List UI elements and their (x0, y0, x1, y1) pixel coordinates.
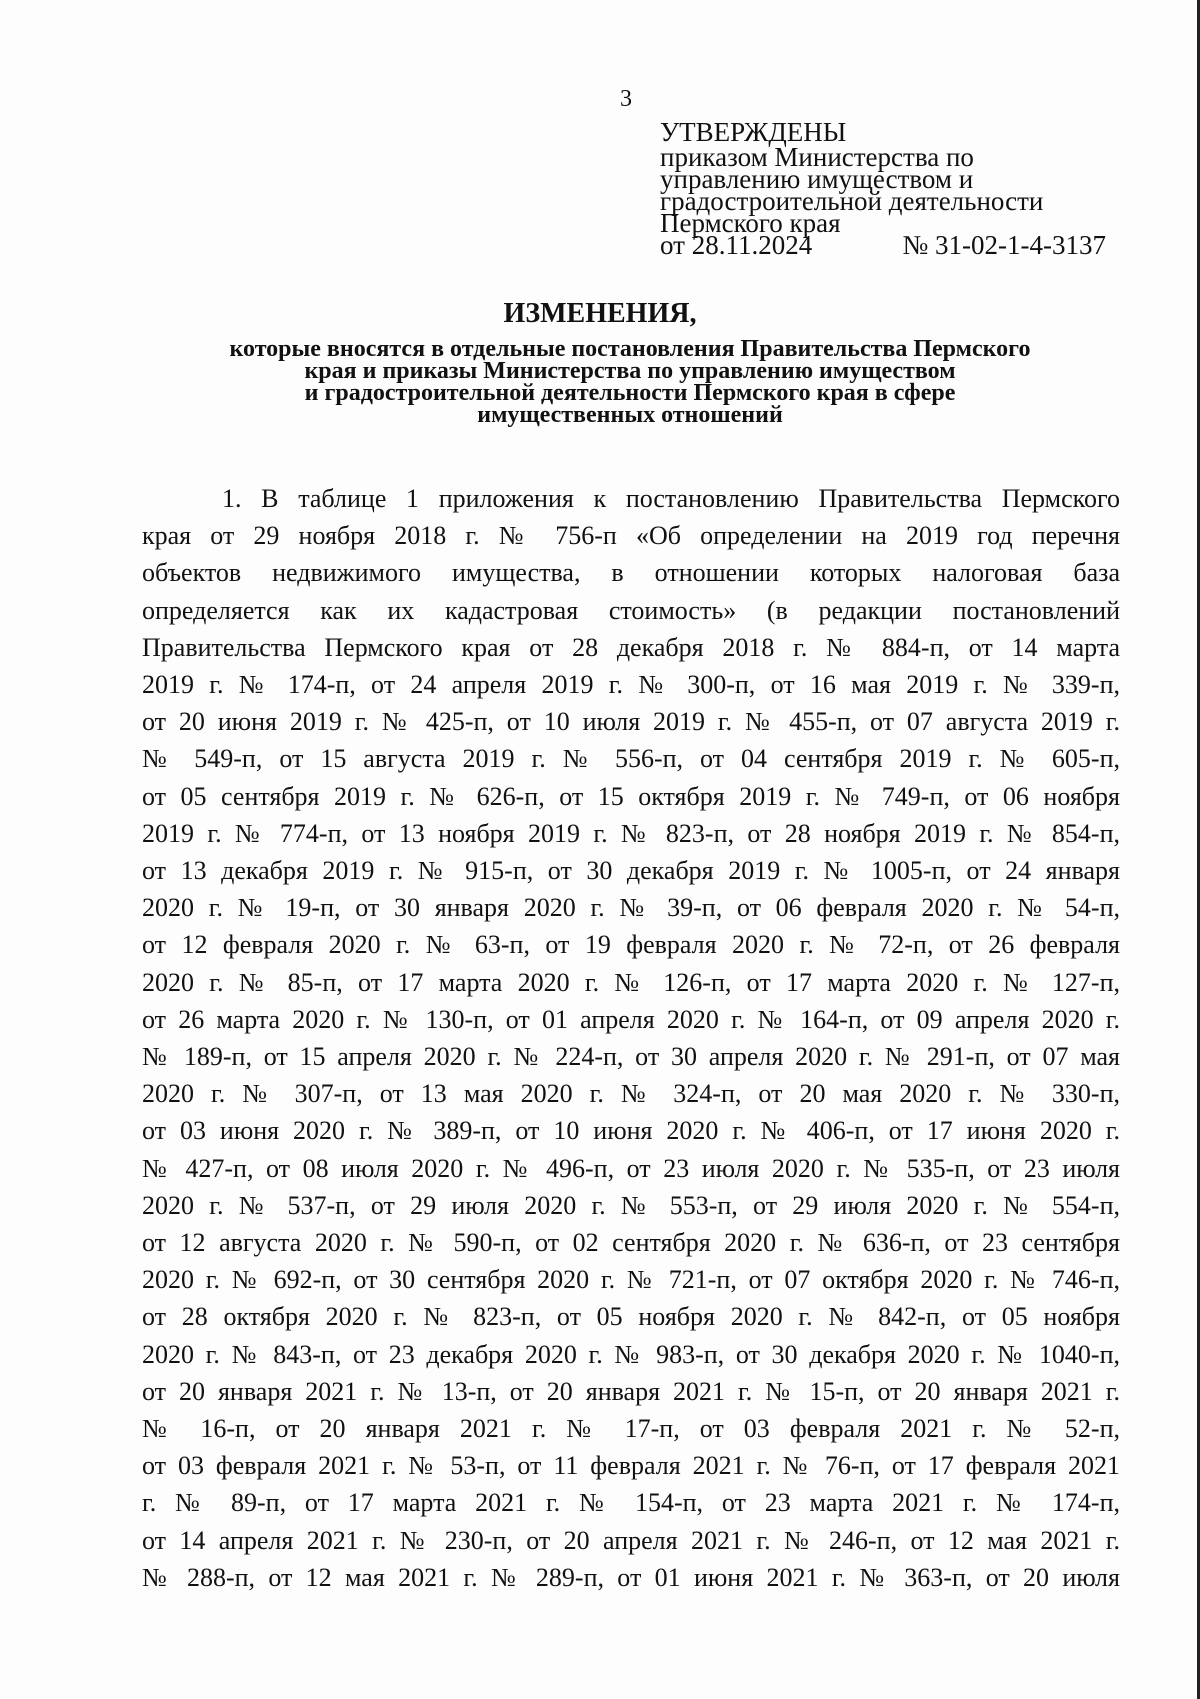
body-line: 2020 г. № 692-п, от 30 сентября 2020 г. № 721-п, от 07 октября 2020 г. № 746-п, (142, 1265, 1120, 1295)
subtitle-line: имущественных отношений (477, 402, 783, 428)
body-line: от 12 февраля 2020 г. № 63-п, от 19 февраля 2020 г. № 72-п, от 26 февраля (142, 930, 1120, 960)
body-line: от 03 февраля 2021 г. № 53-п, от 11 февраля 2021 г. № 76-п, от 17 февраля 2021 (142, 1451, 1120, 1481)
approval-line: градостроительной деятельности (660, 186, 1044, 216)
body-line: от 26 марта 2020 г. № 130-п, от 01 апреля 2020 г. № 164-п, от 09 апреля 2020 г. (142, 1004, 1120, 1034)
document-title: ИЗМЕНЕНИЯ, (503, 298, 697, 329)
body-line: № 549-п, от 15 августа 2019 г. № 556-п, от 04 сентября 2019 г. № 605-п, (142, 744, 1120, 774)
body-line: определяется как их кадастровая стоимость» (в редакции постановлений (142, 595, 1120, 625)
body-line: от 20 июня 2019 г. № 425-п, от 10 июля 2019 г. № 455-п, от 07 августа 2019 г. (142, 707, 1120, 737)
page-number: 3 (620, 86, 632, 112)
body-line: № 288-п, от 12 мая 2021 г. № 289-п, от 01 июня 2021 г. № 363-п, от 20 июля (142, 1562, 1120, 1592)
body-line: от 14 апреля 2021 г. № 230-п, от 20 апреля 2021 г. № 246-п, от 12 мая 2021 г. (142, 1525, 1120, 1555)
body-line: 2019 г. № 774-п, от 13 ноября 2019 г. № 823-п, от 28 ноября 2019 г. № 854-п, (142, 818, 1120, 848)
body-line: 2020 г. № 843-п, от 23 декабря 2020 г. № 983-п, от 30 декабря 2020 г. № 1040-п, (142, 1339, 1120, 1369)
body-line: г. № 89-п, от 17 марта 2021 г. № 154-п, от 23 марта 2021 г. № 174-п, (142, 1488, 1120, 1518)
approval-heading: УТВЕРЖДЕНЫ (660, 117, 847, 147)
body-text (142, 480, 1120, 1596)
approval-block (660, 117, 1120, 260)
subtitle-line: края и приказы Министерства по управлению имуществом (304, 358, 956, 384)
subtitle-line: и градостроительной деятельности Пермского края в сфере (304, 380, 956, 406)
approval-date-row (660, 230, 1106, 260)
body-line: 2020 г. № 307-п, от 13 мая 2020 г. № 324-п, от 20 мая 2020 г. № 330-п, (142, 1079, 1120, 1109)
body-line: края от 29 ноября 2018 г. № 756-п «Об определении на 2019 год перечня (142, 521, 1120, 551)
body-line: 2020 г. № 19-п, от 30 января 2020 г. № 39-п, от 06 февраля 2020 г. № 54-п, (142, 893, 1120, 923)
body-line: № 189-п, от 15 апреля 2020 г. № 224-п, от 30 апреля 2020 г. № 291-п, от 07 мая (142, 1042, 1120, 1072)
approval-line: Пермского края (660, 208, 841, 238)
body-line: 1. В таблице 1 приложения к постановлению Правительства Пермского (222, 484, 1120, 513)
body-line: от 20 января 2021 г. № 13-п, от 20 января 2021 г. № 15-п, от 20 января 2021 г. (142, 1376, 1120, 1406)
body-line: 2019 г. № 174-п, от 24 апреля 2019 г. № 300-п, от 16 мая 2019 г. № 339-п, (142, 670, 1120, 700)
body-line: от 13 декабря 2019 г. № 915-п, от 30 декабря 2019 г. № 1005-п, от 24 января (142, 856, 1120, 886)
approval-number: № 31-02-1-4-3137 (902, 230, 1106, 260)
body-line: № 427-п, от 08 июля 2020 г. № 496-п, от 23 июля 2020 г. № 535-п, от 23 июля (142, 1153, 1120, 1183)
approval-date: от 28.11.2024 (660, 230, 813, 260)
body-line: 2020 г. № 537-п, от 29 июля 2020 г. № 553-п, от 29 июля 2020 г. № 554-п, (142, 1190, 1120, 1220)
document-subtitle (150, 338, 1110, 426)
approval-line: приказом Министерства по (660, 142, 974, 172)
body-line: от 05 сентября 2019 г. № 626-п, от 15 октября 2019 г. № 749-п, от 06 ноября (142, 781, 1120, 811)
body-line: от 03 июня 2020 г. № 389-п, от 10 июня 2020 г. № 406-п, от 17 июня 2020 г. (142, 1116, 1120, 1146)
body-line: объектов недвижимого имущества, в отношении которых налоговая база (142, 558, 1120, 588)
subtitle-line: которые вносятся в отдельные постановления Правительства Пермского (229, 336, 1031, 362)
body-line: № 16-п, от 20 января 2021 г. № 17-п, от 03 февраля 2021 г. № 52-п, (142, 1414, 1120, 1444)
approval-line: управлению имуществом и (660, 164, 974, 194)
body-line: Правительства Пермского края от 28 декабря 2018 г. № 884-п, от 14 марта (142, 632, 1120, 662)
body-line: от 12 августа 2020 г. № 590-п, от 02 сентября 2020 г. № 636-п, от 23 сентября (142, 1228, 1120, 1258)
body-line: от 28 октября 2020 г. № 823-п, от 05 ноября 2020 г. № 842-п, от 05 ноября (142, 1302, 1120, 1332)
body-line: 2020 г. № 85-п, от 17 марта 2020 г. № 126-п, от 17 марта 2020 г. № 127-п, (142, 967, 1120, 997)
